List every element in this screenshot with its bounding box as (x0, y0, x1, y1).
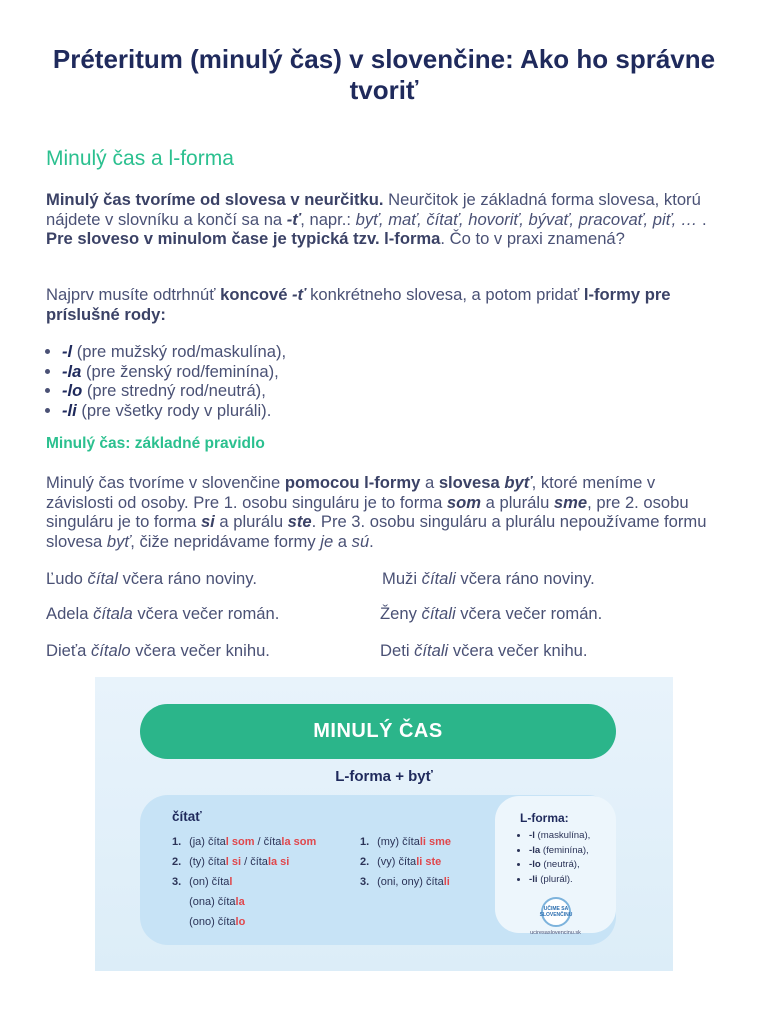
conjugation-row (172, 836, 316, 848)
para-bold: Minulý čas tvoríme od slovesa v neurčitku. (46, 190, 384, 209)
para-text: . (369, 531, 374, 551)
para-text: konkrétneho slovesa, a potom pridať (305, 285, 584, 304)
paragraph-l-form (46, 285, 718, 324)
form-stem: (ja) číta (189, 836, 226, 848)
ending-desc: (pre všetky rody v pluráli). (76, 400, 272, 420)
conjugation-row (360, 876, 450, 888)
l-form-title: L-forma: (520, 811, 569, 825)
person-number: 1. (360, 836, 370, 848)
example-singular (46, 569, 257, 589)
example-rest: včera večer knihu. (448, 641, 588, 660)
form-ending: l si (225, 856, 242, 868)
endings-list (46, 342, 286, 420)
para-text: a plurálu (481, 492, 554, 512)
conjugation-row (172, 856, 289, 868)
list-item (62, 381, 286, 401)
conjugation-row (360, 856, 441, 868)
conjugation-row (172, 876, 232, 888)
ending-desc: (pre ženský rod/feminína), (81, 361, 279, 381)
l-form-suffix: -la (529, 844, 541, 856)
page-title: Préteritum (minulý čas) v slovenčine: Ako ho správne tvoriť (52, 44, 716, 105)
example-rest: včera ráno noviny. (117, 569, 257, 588)
form-ending: l (229, 876, 233, 888)
example-rest: včera večer knihu. (130, 641, 270, 660)
site-url: uciresaslovencinu.sk (530, 930, 581, 936)
list-item (62, 401, 286, 421)
form-ending: lo (235, 916, 246, 928)
l-form-list (517, 829, 590, 887)
form-ending: li ste (416, 856, 442, 868)
form-ending: la (235, 896, 245, 908)
past-tense-infographic (95, 677, 673, 971)
example-verb: čítala (93, 604, 133, 623)
para-bold-italic: -ť (286, 209, 301, 229)
l-form-desc: (plurál). (537, 873, 573, 885)
para-text: Najprv musíte odtrhnúť (46, 285, 221, 304)
form-ending: l som (225, 836, 255, 848)
para-italic: je (320, 531, 334, 551)
l-form-suffix: -l (529, 830, 535, 841)
example-subject: Ľudo (46, 569, 88, 588)
ending-suffix: -l (62, 342, 73, 361)
form-stem: (ono) číta (189, 916, 236, 928)
para-bold-italic: som (446, 492, 482, 512)
list-item (529, 873, 590, 888)
para-bold: pomocou l-formy (284, 473, 421, 492)
l-form-card (495, 796, 616, 933)
person-number: 2. (360, 856, 370, 868)
form-ending: li (443, 876, 450, 888)
para-bold-italic: si (200, 512, 215, 532)
paragraph-rule (46, 473, 718, 551)
form-ending: la si (267, 856, 290, 868)
example-plural (382, 569, 595, 589)
para-text: , napr.: (300, 209, 356, 229)
example-subject: Deti (380, 641, 415, 660)
list-item (62, 362, 286, 382)
example-subject: Muži (382, 569, 422, 588)
para-text: a (420, 473, 439, 492)
form-stem: (on) číta (189, 876, 230, 888)
infographic-subtitle: L-forma + byť (335, 768, 433, 785)
person-number: 2. (172, 856, 182, 868)
form-stem: / číta (241, 856, 268, 868)
para-text: Minulý čas tvoríme v slovenčine (46, 473, 285, 492)
example-verb: čítali (421, 569, 456, 588)
example-singular (46, 641, 270, 661)
example-subject: Ženy (380, 604, 422, 623)
form-stem: (my) číta (377, 836, 420, 848)
form-stem: (ty) číta (189, 856, 226, 868)
example-verb: čítali (414, 641, 449, 660)
conjugation-row (172, 896, 245, 908)
subsection-heading: Minulý čas: základné pravidlo (46, 435, 265, 452)
example-verb: čítalo (90, 641, 131, 660)
l-form-suffix: -li (529, 873, 538, 885)
para-text: , pre 2. osobu singuláru je to forma (46, 492, 689, 532)
para-bold: Pre sloveso v minulom čase je typická tzv. l-forma (46, 229, 441, 249)
para-bold: l-formy pre príslušné rody: (46, 285, 671, 324)
para-bold: slovesa (438, 473, 505, 492)
ending-desc: (pre mužský rod/maskulína), (72, 342, 287, 361)
person-number: 1. (172, 836, 182, 848)
form-stem: (oni, ony) číta (377, 876, 444, 888)
para-italic: sú (351, 531, 370, 551)
example-verb: čítali (421, 604, 456, 623)
person-number: 3. (172, 876, 182, 888)
list-item (529, 858, 590, 873)
para-text: . (702, 209, 707, 229)
form-ending: li sme (419, 836, 452, 848)
para-text: . Čo to v praxi znamená? (440, 229, 625, 249)
list-item (529, 844, 590, 859)
ending-suffix: -lo (62, 381, 83, 401)
para-text: a (333, 531, 352, 551)
paragraph-infinitive (46, 190, 718, 249)
conjugation-row (360, 836, 451, 848)
para-bold-italic: sme (553, 492, 588, 512)
ending-suffix: -la (62, 361, 82, 381)
form-stem: (vy) číta (377, 856, 417, 868)
para-text: , ktoré meníme v závislosti od osoby. Pre 1. osobu singuláru je to forma (46, 473, 656, 512)
person-number: 3. (360, 876, 370, 888)
example-rest: včera ráno noviny. (455, 569, 595, 588)
list-item (529, 829, 590, 844)
brand-logo: UČIME SA SLOVENČINU (541, 897, 571, 927)
para-italic: byť (106, 531, 131, 551)
para-bold-italic: byť (504, 473, 532, 492)
example-subject: Adela (46, 604, 94, 623)
infographic-banner: MINULÝ ČAS (140, 704, 616, 759)
para-text: . Pre 3. osobu singuláru a plurálu nepoužívame formu slovesa (46, 512, 707, 551)
example-rest: včera večer román. (132, 604, 280, 623)
example-plural (380, 604, 602, 624)
l-form-desc: (maskulína), (534, 830, 591, 841)
list-item (62, 342, 286, 362)
para-italic: byť, mať, čítať, hovoriť, bývať, pracovať, piť, … (355, 209, 702, 229)
para-bold-italic: -ť (292, 285, 306, 304)
conjugation-row (172, 916, 245, 928)
ending-suffix: -li (62, 400, 77, 420)
section-heading: Minulý čas a l-forma (46, 147, 234, 170)
l-form-desc: (neutrá), (540, 859, 580, 870)
example-singular (46, 604, 279, 624)
para-text: , čiže nepridávame formy (130, 531, 321, 551)
form-stem: (ona) číta (189, 896, 236, 908)
l-form-suffix: -lo (529, 859, 541, 870)
verb-infinitive: čítať (172, 809, 202, 824)
form-stem: / číta (254, 836, 282, 848)
l-form-desc: (feminína), (540, 844, 589, 856)
example-plural (380, 641, 588, 661)
para-text: Neurčitok je základná forma slovesa, ktorú nájdete v slovníku a končí sa na (46, 190, 701, 229)
para-bold: koncové (220, 285, 293, 304)
example-subject: Dieťa (46, 641, 91, 660)
para-text: a plurálu (214, 512, 288, 532)
para-bold-italic: ste (287, 512, 312, 532)
example-rest: včera večer román. (455, 604, 603, 623)
form-ending: la som (281, 836, 317, 848)
ending-desc: (pre stredný rod/neutrá), (82, 381, 266, 401)
example-verb: čítal (87, 569, 118, 588)
